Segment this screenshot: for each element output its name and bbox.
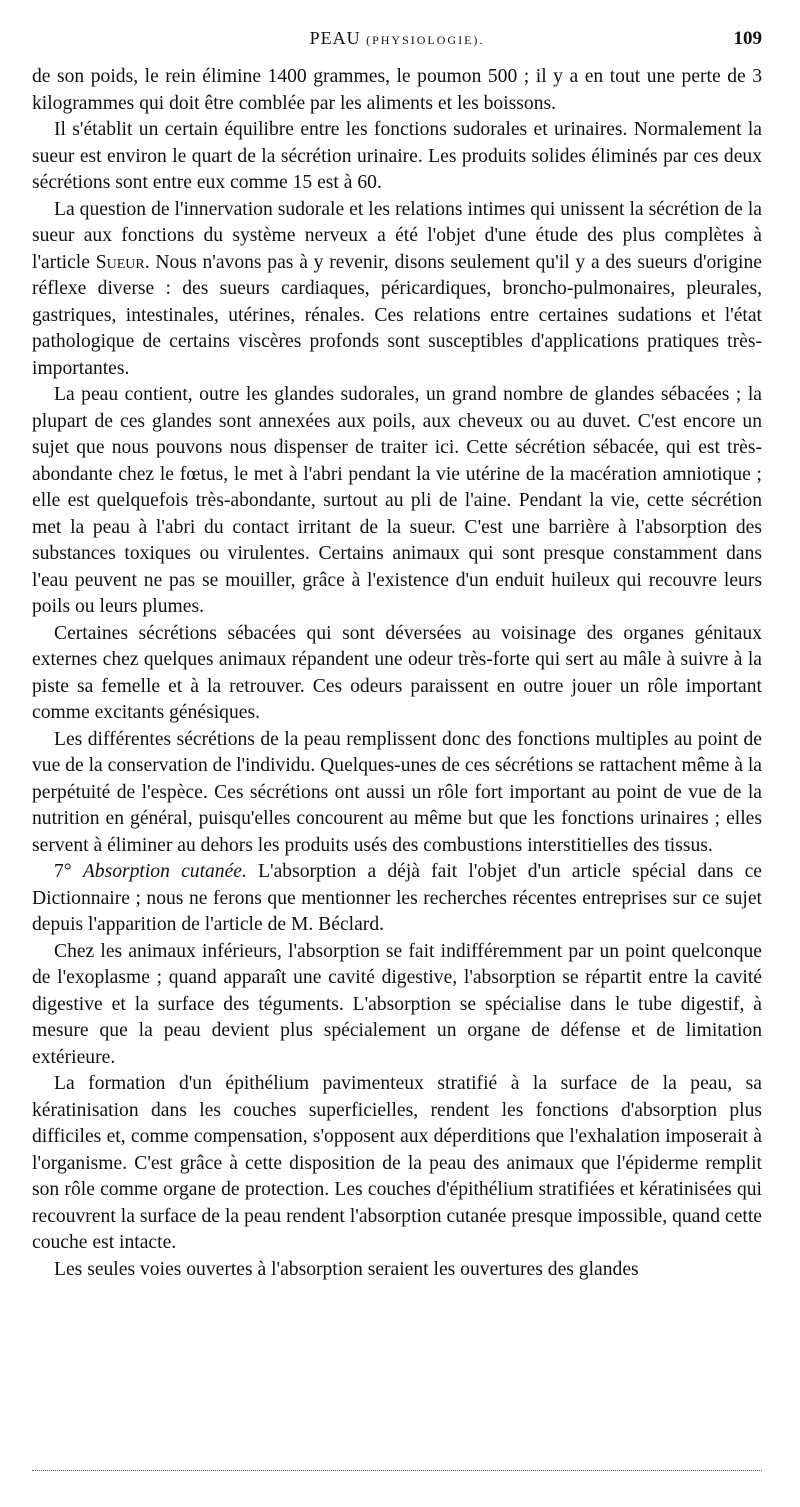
paragraph-text: La question de l'innervation sudorale et les relations intimes qui unissent la sécrétion de la sueur aux fonctions du système nerveux a été l'objet d'une étude des plus complètes à l'article <box>32 198 762 273</box>
paragraph-text: Il s'établit un certain équilibre entre les fonctions sudorales et urinaires. Normalement la sueur est environ le quart de la sécrétion urinaire. Les produits solides éliminés par ces deux sécrétions sont entre eux comme 15 est à 60. <box>32 119 762 193</box>
section-heading: Absorption cutanée. <box>82 861 247 882</box>
paragraph-1 <box>32 64 762 117</box>
paragraph-text: Certaines sécrétions sébacées qui sont déversées au voisinage des organes génitaux externes chez quelques animaux répandent une odeur très-forte qui sert au mâle à suivre à la piste sa femelle et à la retrouver. Ces odeurs paraissent en outre jouer un rôle important comme excitants génésiques. <box>32 622 762 723</box>
paragraph-4 <box>32 382 762 621</box>
paragraph-10 <box>32 1257 762 1284</box>
running-title <box>32 28 762 49</box>
page-number: 109 <box>733 28 762 49</box>
page-header <box>32 28 762 58</box>
paragraph-6 <box>32 727 762 860</box>
paragraph-text: de son poids, le rein élimine 1400 grammes, le poumon 500 ; il y a en tout une perte de 3 kilogrammes qui doit être comblée par les aliments et les boissons. <box>32 66 762 114</box>
section-number: 7° <box>54 861 72 882</box>
paragraph-text: Chez les animaux inférieurs, l'absorption se fait indifféremment par un point quelconque de l'exoplasme ; quand apparaît une cavité digestive, l'absorption se répartit entre la cavité digestive et la surface des téguments. L'absorption se spécialise dans le tube digestif, à mesure que la peau devient plus spécialement un organe de défense et de limitation extérieure. <box>32 940 762 1068</box>
paragraph-text: . Nous n'avons pas à y revenir, disons seulement qu'il y a des sueurs d'origine réflexe diverse : des sueurs cardiaques, péricardiques, broncho-pulmonaires, pleurales, gastriques, intestinales, utérines, rénales. Ces relations entre certaines sudations et l'état pathologique de certains viscères profonds sont susceptibles d'applications pratiques très-importantes. <box>32 251 762 379</box>
paragraph-9 <box>32 1071 762 1257</box>
paragraph-5 <box>32 621 762 727</box>
footer-dotted-rule <box>32 1470 762 1471</box>
paragraph-text: Les seules voies ouvertes à l'absorption seraient les ouvertures des glandes <box>54 1258 639 1280</box>
body-text <box>32 64 762 1283</box>
running-title-main: PEAU <box>309 28 361 48</box>
document-page <box>32 28 762 1283</box>
paragraph-8 <box>32 939 762 1072</box>
paragraph-text: La peau contient, outre les glandes sudorales, un grand nombre de glandes sébacées ; la plupart de ces glandes sont annexées aux poils, aux cheveux ou au duvet. C'est encore un sujet que nous pouvons nous dispenser de traiter ici. Cette sécrétion sébacée, qui est très-abondante chez le fœtus, le met à l'abri pendant la vie utérine de la macération amniotique ; elle est quelquefois très-abondante, surtout au pli de l'aine. Pendant la vie, cette sécrétion met la peau à l'abri du contact irritant de la sueur. C'est une barrière à l'absorption des substances toxiques ou virulentes. Certains animaux qui sont presque constamment dans l'eau peuvent ne pas se mouiller, grâce à l'existence d'un enduit huileux qui recouvre leurs poils ou leurs plumes. <box>32 384 762 617</box>
paragraph-text: L'absorption a déjà fait l'objet d'un article spécial dans ce Dictionnaire ; nous ne ferons que mentionner les recherches récentes entreprises sur ce sujet depuis l'apparition de l'article de M. Béclard. <box>32 861 762 935</box>
running-title-sub: (PHYSIOLOGIE). <box>366 33 485 47</box>
paragraph-3 <box>32 197 762 383</box>
paragraph-7-section <box>32 859 762 939</box>
article-reference: Sueur <box>95 251 145 273</box>
paragraph-2 <box>32 117 762 197</box>
paragraph-text: Les différentes sécrétions de la peau remplissent donc des fonctions multiples au point de vue de la conservation de l'individu. Quelques-unes de ces sécrétions se rattachent même à la perpétuité de l'espèce. Ces sécrétions ont aussi un rôle fort important au point de vue de la nutrition en général, puisqu'elles concourent au même but que les fonctions urinaires ; elles servent à éliminer au dehors les produits usés des combustions interstitielles des tissus. <box>32 728 762 856</box>
paragraph-text: La formation d'un épithélium pavimenteux stratifié à la surface de la peau, sa kératinisation dans les couches superficielles, rendent les fonctions d'absorption plus difficiles et, comme compensation, s'opposent aux déperditions que l'exhalation imposerait à l'organisme. C'est grâce à cette disposition de la peau des animaux que l'épiderme remplit son rôle comme organe de protection. Les couches d'épithélium stratifiées et kératinisées qui recouvrent la surface de la peau rendent l'absorption cutanée presque impossible, quand cette couche est intacte. <box>32 1073 762 1253</box>
